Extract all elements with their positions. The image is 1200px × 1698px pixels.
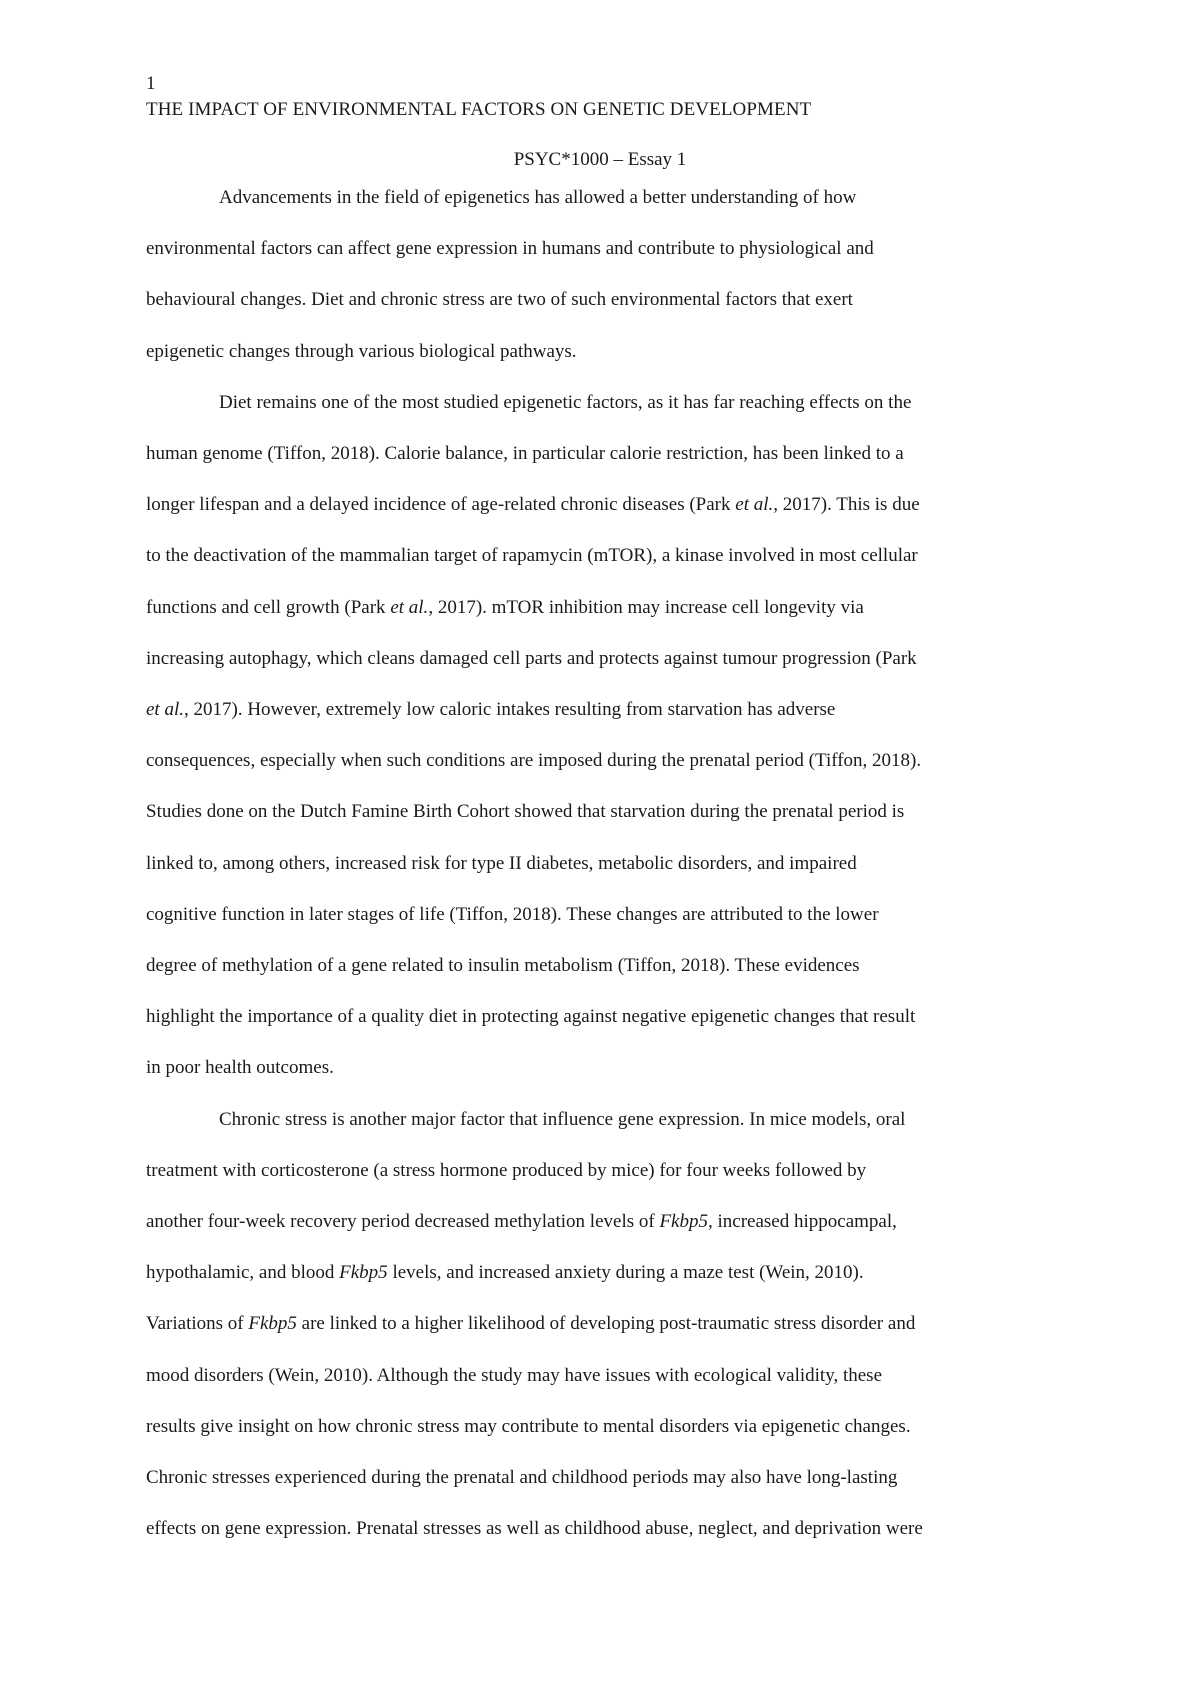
text-line: [146, 596, 864, 620]
text-segment: Chronic stress is another major factor that influence gene expression. In mice models, oral: [219, 1109, 906, 1130]
text-segment: epigenetic changes through various biological pathways.: [146, 341, 577, 362]
text-segment: Advancements in the field of epigenetics has allowed a better understanding of how: [219, 187, 857, 208]
page-number: 1: [146, 73, 156, 94]
text-segment: treatment with corticosterone (a stress hormone produced by mice) for four weeks followed by: [146, 1160, 867, 1181]
text-segment: linked to, among others, increased risk for type II diabetes, metabolic disorders, and impaired: [146, 853, 857, 874]
text-segment: highlight the importance of a quality diet in protecting against negative epigenetic changes that result: [146, 1006, 916, 1027]
text-line: [219, 186, 856, 210]
text-line: [146, 647, 917, 671]
text-segment: , 2017). However, extremely low caloric intakes resulting from starvation has adverse: [184, 699, 836, 720]
text-segment: effects on gene expression. Prenatal stresses as well as childhood abuse, neglect, and deprivation were: [146, 1518, 923, 1539]
text-line: [146, 903, 879, 927]
text-segment: environmental factors can affect gene expression in humans and contribute to physiological and: [146, 238, 874, 259]
text-segment: , 2017). This is due: [773, 494, 920, 515]
text-line: [146, 493, 920, 517]
italic-text: et al.: [146, 699, 184, 720]
text-line: [219, 391, 911, 415]
text-segment: behavioural changes. Diet and chronic stress are two of such environmental factors that exert: [146, 289, 853, 310]
text-segment: consequences, especially when such conditions are imposed during the prenatal period (Tiffon, 2018).: [146, 750, 922, 771]
text-segment: , increased hippocampal,: [708, 1211, 897, 1232]
text-segment: results give insight on how chronic stress may contribute to mental disorders via epigenetic changes.: [146, 1416, 911, 1437]
text-line: [146, 954, 860, 978]
text-segment: Chronic stresses experienced during the prenatal and childhood periods may also have long-lasting: [146, 1467, 898, 1488]
text-segment: longer lifespan and a delayed incidence of age-related chronic diseases (Park: [146, 494, 736, 515]
text-segment: , 2017). mTOR inhibition may increase cell longevity via: [428, 597, 864, 618]
text-line: [219, 1108, 905, 1132]
text-line: [146, 340, 577, 364]
text-segment: human genome (Tiffon, 2018). Calorie balance, in particular calorie restriction, has been linked to a: [146, 443, 904, 464]
text-line: [146, 237, 874, 261]
italic-text: Fkbp5: [659, 1211, 708, 1232]
text-line: [146, 1056, 334, 1080]
text-line: [146, 1415, 911, 1439]
text-segment: mood disorders (Wein, 2010). Although the study may have issues with ecological validity, these: [146, 1365, 882, 1386]
text-segment: another four-week recovery period decreased methylation levels of: [146, 1211, 660, 1232]
text-line: [146, 442, 904, 466]
text-segment: are linked to a higher likelihood of developing post-traumatic stress disorder and: [296, 1313, 916, 1334]
text-line: [146, 749, 921, 773]
text-segment: hypothalamic, and blood: [146, 1262, 340, 1283]
text-line: [146, 698, 835, 722]
running-head: THE IMPACT OF ENVIRONMENTAL FACTORS ON GENETIC DEVELOPMENT: [146, 99, 812, 120]
text-segment: to the deactivation of the mammalian target of rapamycin (mTOR), a kinase involved in most cellular: [146, 545, 918, 566]
text-line: [146, 1364, 882, 1388]
text-line: [146, 1261, 864, 1285]
italic-text: Fkbp5: [339, 1262, 388, 1283]
text-line: [146, 1312, 915, 1336]
course-title: PSYC*1000 – Essay 1: [513, 149, 687, 170]
text-line: [146, 1159, 866, 1183]
text-line: [146, 288, 853, 312]
text-line: [146, 1210, 897, 1234]
text-line: [146, 800, 904, 824]
text-segment: degree of methylation of a gene related to insulin metabolism (Tiffon, 2018). These evidences: [146, 955, 860, 976]
text-segment: cognitive function in later stages of life (Tiffon, 2018). These changes are attributed to the lower: [146, 904, 879, 925]
italic-text: Fkbp5: [248, 1313, 297, 1334]
text-segment: increasing autophagy, which cleans damaged cell parts and protects against tumour progression (Park: [146, 648, 917, 669]
text-segment: levels, and increased anxiety during a maze test (Wein, 2010).: [387, 1262, 864, 1283]
italic-text: et al.: [735, 494, 774, 515]
text-segment: Variations of: [146, 1313, 249, 1334]
italic-text: et al.: [390, 597, 429, 618]
text-segment: Studies done on the Dutch Famine Birth Cohort showed that starvation during the prenatal period is: [146, 801, 905, 822]
text-line: [146, 1517, 923, 1541]
text-segment: Diet remains one of the most studied epigenetic factors, as it has far reaching effects on the: [219, 392, 912, 413]
text-line: [146, 544, 918, 568]
text-line: [146, 1005, 915, 1029]
text-line: [146, 1466, 897, 1490]
text-segment: in poor health outcomes.: [146, 1057, 334, 1078]
text-line: [146, 852, 857, 876]
text-segment: functions and cell growth (Park: [146, 597, 391, 618]
